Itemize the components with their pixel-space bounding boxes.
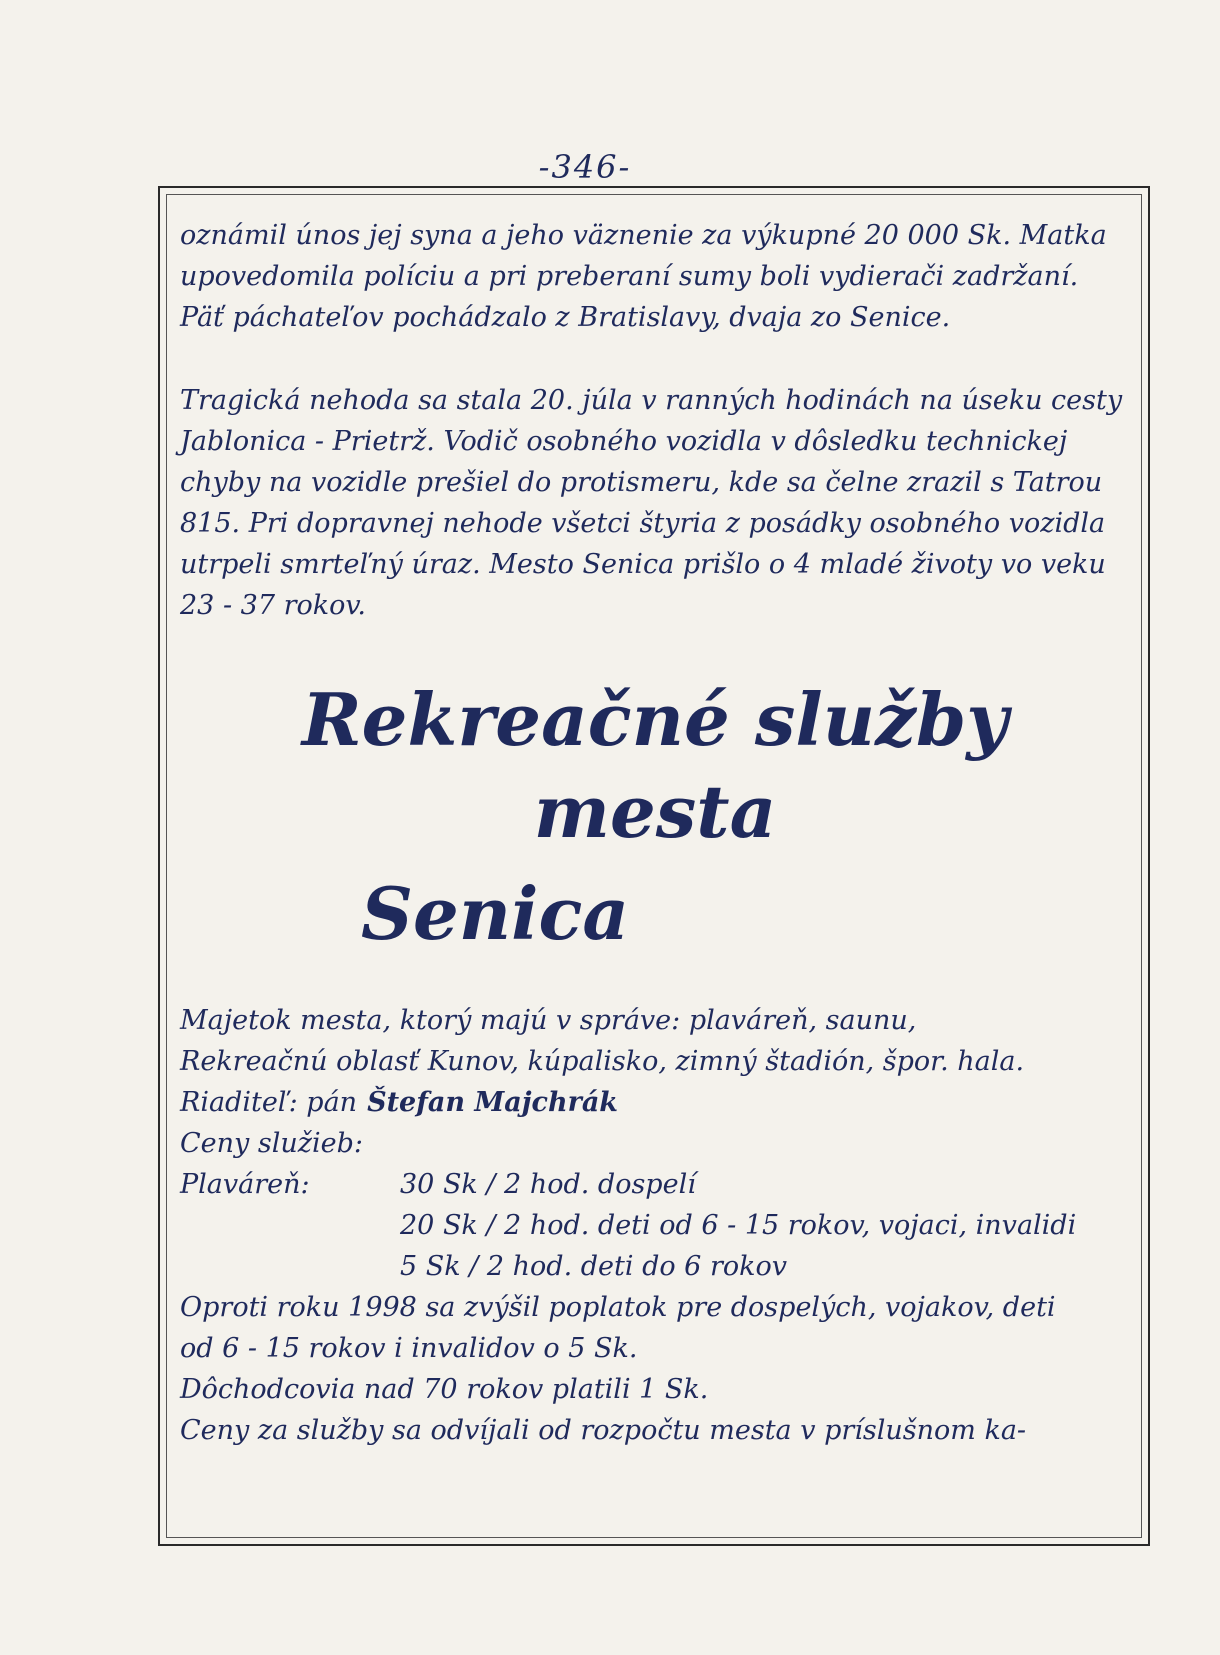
change-line-1: Oproti roku 1998 sa zvýšil poplatok pre dospelých, vojakov, deti (180, 1292, 1056, 1323)
last-line: Ceny za služby sa odvíjali od rozpočtu mesta v príslušnom ka- (180, 1415, 1027, 1446)
section-title-city: Senica (361, 871, 629, 956)
pool-label: Plaváreň: (180, 1169, 310, 1200)
director-name: Štefan Majchrák (367, 1087, 619, 1118)
price-adults: 30 Sk / 2 hod. dospelí (400, 1169, 696, 1200)
price-row-small-children (180, 1246, 1130, 1287)
property-line-1: Majetok mesta, ktorý majú v správe: plaváreň, saunu, (180, 1005, 917, 1036)
page-number: -346- (538, 148, 632, 186)
price-row-adults (180, 1164, 1130, 1205)
section-title: Rekreačné služby mesta (301, 677, 1009, 854)
prices-title: Ceny služieb: (180, 1128, 363, 1159)
director-label: Riaditeľ: pán (180, 1087, 358, 1118)
property-line-2: Rekreačnú oblasť Kunov, kúpalisko, zimný štadión, špor. hala. (180, 1046, 1025, 1077)
paragraph-kidnapping: oznámil únos jej syna a jeho väznenie za výkupné 20 000 Sk. Matka upovedomila políciu a pri preberaní sumy boli vydierači zadržaní. Päť páchateľov pochádzalo z Bratislavy, dvaja zo Senice. (180, 220, 1107, 333)
price-row-children (180, 1205, 1130, 1246)
pensioners-line: Dôchodcovia nad 70 rokov platili 1 Sk. (180, 1374, 709, 1405)
change-line-2: od 6 - 15 rokov i invalidov o 5 Sk. (180, 1333, 638, 1364)
price-indent (180, 1205, 400, 1246)
handwritten-content (180, 215, 1130, 1451)
price-indent (180, 1246, 400, 1287)
price-children: 20 Sk / 2 hod. deti od 6 - 15 rokov, vojaci, invalidi (400, 1210, 1077, 1241)
price-small-children: 5 Sk / 2 hod. deti do 6 rokov (400, 1251, 787, 1282)
paragraph-accident: Tragická nehoda sa stala 20. júla v ranných hodinách na úseku cesty Jablonica - Prietrž. Vodič osobného vozidla v dôsledku technickej chyby na vozidle prešiel do protismeru, kde sa čelne zrazil s Tatrou 815. Pri dopravnej nehode všetci štyria z posádky osobného vozidla utrpeli smrteľný úraz. Mesto Senica prišlo o 4 mladé životy vo veku 23 - 37 rokov. (180, 385, 1123, 621)
director-row (180, 1082, 1130, 1123)
